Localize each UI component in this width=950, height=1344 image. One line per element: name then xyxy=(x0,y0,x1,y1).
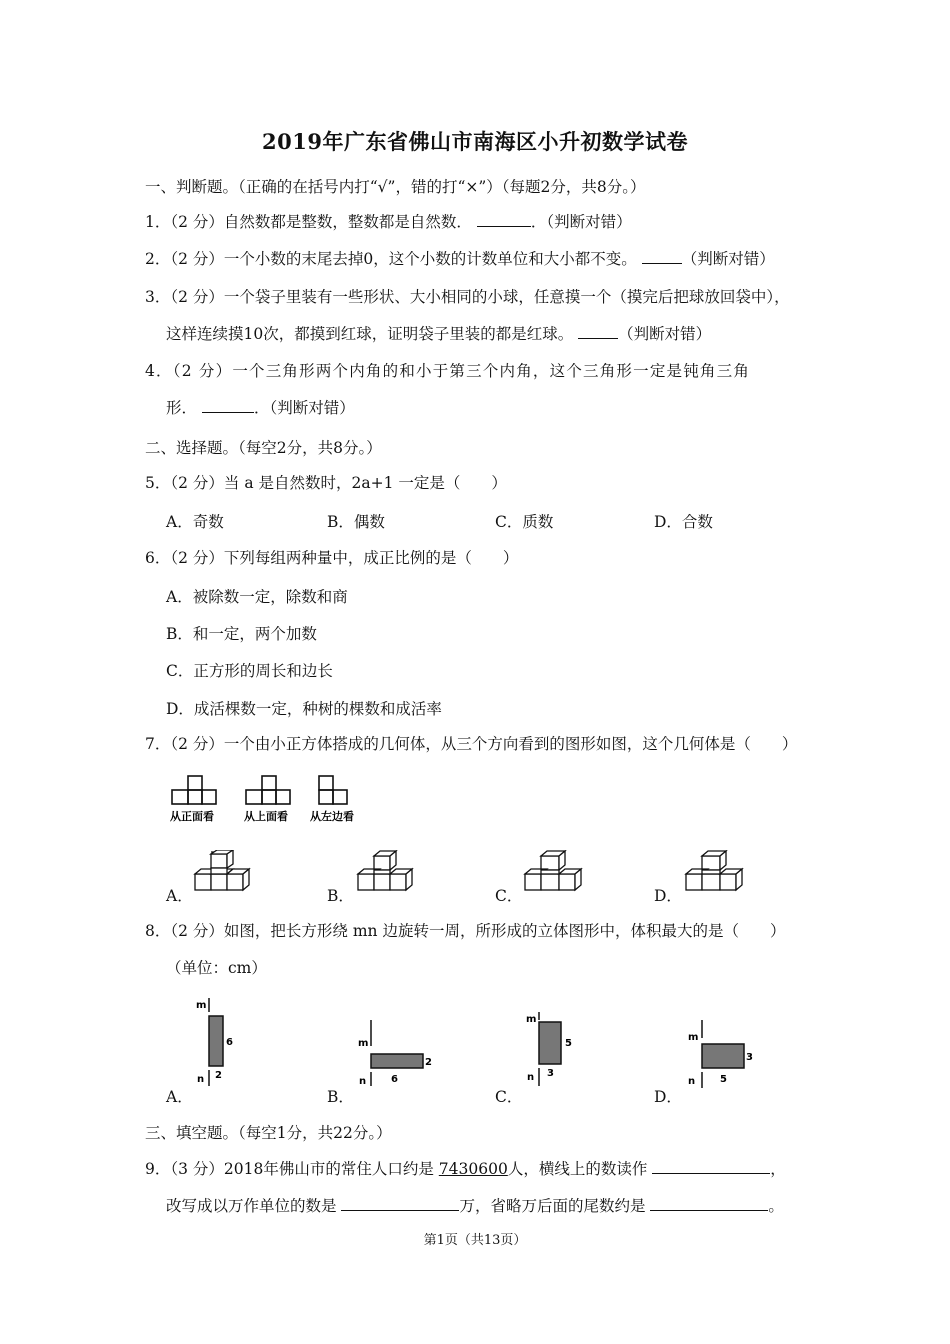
svg-text:6: 6 xyxy=(391,1074,398,1085)
underlined-number: 7430600 xyxy=(438,1160,508,1178)
svg-text:m: m xyxy=(688,1032,699,1043)
view-label-front: 从正面看 xyxy=(170,810,214,823)
q6-option-c[interactable]: C．正方形的周长和边长 xyxy=(166,662,333,680)
q7-option-d[interactable]: D． xyxy=(654,887,682,905)
svg-text:n: n xyxy=(359,1076,367,1087)
q6-option-b[interactable]: B．和一定，两个加数 xyxy=(166,625,317,643)
svg-text:m: m xyxy=(358,1038,369,1049)
q5-option-a[interactable]: A．奇数 xyxy=(166,513,224,531)
section-1-header: 一、判断题。（正确的在括号内打“√”，错的打“×”）（每题2分，共8分。） xyxy=(145,178,646,196)
q8-option-d[interactable]: D． xyxy=(654,1088,682,1106)
svg-text:m: m xyxy=(526,1014,537,1025)
question-4: 4．（2 分）一个三角形两个内角的和小于第三个内角，这个三角形一定是钝角三角 xyxy=(145,362,751,380)
answer-blank[interactable] xyxy=(202,398,254,413)
q8-figure-c xyxy=(523,1008,583,1090)
svg-text:2: 2 xyxy=(425,1057,432,1068)
q7-option-b[interactable]: B． xyxy=(327,887,354,905)
section-2-header: 二、选择题。（每空2分，共8分。） xyxy=(145,439,382,457)
q7-option-a[interactable]: A． xyxy=(166,887,193,905)
question-2: 2．（2 分）一个小数的末尾去掉0，这个小数的计数单位和大小都不变。 （判断对错） xyxy=(145,250,775,268)
svg-text:2: 2 xyxy=(215,1070,222,1081)
q7-views-figure xyxy=(166,774,366,826)
q7-shape-c xyxy=(523,850,583,896)
q5-option-d[interactable]: D．合数 xyxy=(654,513,713,531)
question-7: 7．（2 分）一个由小正方体搭成的几何体，从三个方向看到的图形如图，这个几何体是（ ） xyxy=(145,735,798,753)
question-8: 8．（2 分）如图，把长方形绕 mn 边旋转一周，所形成的立体图形中，体积最大的是（ ） xyxy=(145,922,786,940)
svg-text:n: n xyxy=(688,1076,696,1087)
q8-figure-b xyxy=(355,1016,435,1090)
page-title: 2019年广东省佛山市南海区小升初数学试卷 xyxy=(262,129,688,154)
svg-text:3: 3 xyxy=(547,1068,554,1079)
answer-blank[interactable] xyxy=(578,324,618,339)
q8-option-a[interactable]: A． xyxy=(166,1088,193,1106)
q8-option-b[interactable]: B． xyxy=(327,1088,354,1106)
section-3-header: 三、填空题。（每空1分，共22分。） xyxy=(145,1124,392,1142)
question-6: 6．（2 分）下列每组两种量中，成正比例的是（ ） xyxy=(145,549,519,567)
question-3-cont: 这样连续摸10次，都摸到红球，证明袋子里装的都是红球。 （判断对错） xyxy=(166,325,712,343)
q7-option-c[interactable]: C． xyxy=(495,887,523,905)
answer-blank[interactable] xyxy=(642,249,682,264)
q5-option-c[interactable]: C．质数 xyxy=(495,513,554,531)
answer-blank[interactable] xyxy=(341,1196,459,1211)
question-4-cont: 形． ．（判断对错） xyxy=(166,399,355,417)
view-label-top: 从上面看 xyxy=(244,810,288,823)
svg-text:3: 3 xyxy=(746,1052,753,1063)
q6-option-a[interactable]: A．被除数一定，除数和商 xyxy=(166,588,348,606)
svg-text:5: 5 xyxy=(565,1038,572,1049)
answer-blank[interactable] xyxy=(650,1196,768,1211)
svg-text:n: n xyxy=(527,1072,535,1083)
question-5: 5．（2 分）当 a 是自然数时，2a+1 一定是（ ） xyxy=(145,474,507,492)
q8-figure-d xyxy=(684,1016,758,1090)
svg-text:6: 6 xyxy=(226,1037,233,1048)
answer-blank[interactable] xyxy=(652,1159,770,1174)
q7-shape-d xyxy=(684,850,744,896)
view-label-left: 从左边看 xyxy=(310,810,354,823)
q7-shape-b xyxy=(356,850,414,896)
q7-shape-a xyxy=(193,850,251,896)
question-9: 9．（3 分）2018年佛山市的常住人口约是 7430600人，横线上的数读作 ， xyxy=(145,1160,786,1178)
question-9-cont: 改写成以万作单位的数是 万，省略万后面的尾数约是 。 xyxy=(166,1197,784,1215)
q6-option-d[interactable]: D．成活棵数一定，种树的棵数和成活率 xyxy=(166,700,442,718)
question-1: 1．（2 分）自然数都是整数，整数都是自然数． ．（判断对错） xyxy=(145,213,632,231)
q8-figure-a xyxy=(193,994,243,1090)
q5-option-b[interactable]: B．偶数 xyxy=(327,513,385,531)
q8-option-c[interactable]: C． xyxy=(495,1088,523,1106)
svg-text:m: m xyxy=(196,1000,207,1011)
answer-blank[interactable] xyxy=(477,212,531,227)
question-3: 3．（2 分）一个袋子里装有一些形状、大小相同的小球，任意摸一个（摸完后把球放回袋中）， xyxy=(145,288,790,306)
page-footer: 第1页（共13页） xyxy=(423,1233,527,1248)
question-8-unit: （单位：cm） xyxy=(166,959,267,977)
svg-text:n: n xyxy=(197,1074,205,1085)
svg-text:5: 5 xyxy=(720,1074,727,1085)
